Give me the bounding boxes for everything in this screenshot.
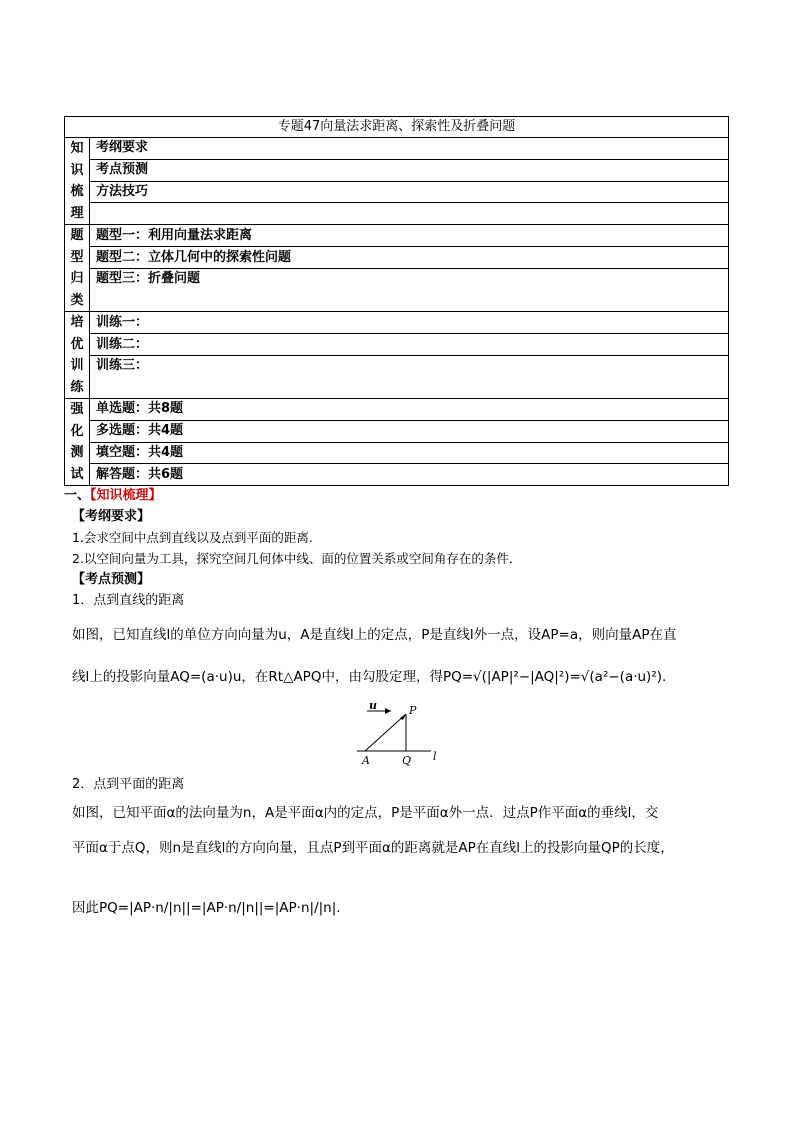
label-u: u xyxy=(369,700,377,712)
table-row: 填空题：共4题 xyxy=(90,442,729,464)
table-row: 训练一： xyxy=(90,312,729,334)
outline-table xyxy=(64,116,729,486)
table-row: 训练二： xyxy=(90,334,729,356)
section-label-knowledge: 知 识 梳 理 xyxy=(65,138,90,225)
table-row: 题型二：立体几何中的探索性问题 xyxy=(90,247,729,269)
table-row: 多选题：共4题 xyxy=(90,420,729,442)
subheading-prediction: 【考点预测】 xyxy=(72,572,151,587)
paragraph-line-distance-2: 线l上的投影向量AQ=(a·u)u，在Rt△APQ中，由勾股定理，得PQ=√(|AP|²−|AQ|²)=√(a²−(a·u)²). xyxy=(72,669,667,685)
paragraph-line-distance-1: 如图，已知直线l的单位方向向量为u，A是直线l上的定点，P是直线l外一点，设AP=a，则向量AP在直 xyxy=(72,627,677,643)
section-label-training: 培 优 训 练 xyxy=(65,312,90,399)
segment-AP xyxy=(365,714,406,751)
label-Q: Q xyxy=(402,754,412,767)
table-row: 考点预测 xyxy=(90,159,729,181)
table-row: 解答题：共6题 xyxy=(90,464,729,486)
label-A: A xyxy=(362,754,370,767)
table-row xyxy=(90,203,729,225)
table-title: 专题47向量法求距离、探索性及折叠问题 xyxy=(65,117,729,138)
label-P: P xyxy=(409,704,417,717)
item-point-to-plane: 2．点到平面的距离 xyxy=(72,777,185,792)
section-label-types: 题 型 归 类 xyxy=(65,225,90,312)
requirement-2: 2.以空间向量为工具，探究空间几何体中线、面的位置关系或空间角存在的条件． xyxy=(72,551,522,566)
paragraph-plane-distance-3: 因此PQ=|AP·n/|n||=|AP·n/|n||=|AP·n|/|n|. xyxy=(72,900,341,916)
point-line-figure xyxy=(355,700,445,770)
table-row: 训练三： xyxy=(90,356,729,399)
table-row: 单选题：共8题 xyxy=(90,399,729,421)
table-row: 题型一：利用向量法求距离 xyxy=(90,225,729,247)
item-point-to-line: 1．点到直线的距离 xyxy=(72,593,185,608)
paragraph-plane-distance-1: 如图，已知平面α的法向量为n，A是平面α内的定点，P是平面α外一点．过点P作平面α的垂线l，交 xyxy=(72,805,659,821)
label-l: l xyxy=(433,750,437,763)
subheading-requirements: 【考纲要求】 xyxy=(72,509,151,524)
paragraph-plane-distance-2: 平面α于点Q，则n是直线l的方向向量，且点P到平面α的距离就是AP在直线l上的投影向量QP的长度， xyxy=(72,840,674,856)
arrow-head-icon xyxy=(385,708,391,714)
requirement-1: 1.会求空间中点到直线以及点到平面的距离. xyxy=(72,530,313,545)
table-row: 考纲要求 xyxy=(90,138,729,160)
section-label-tests: 强 化 测 试 xyxy=(65,399,90,486)
heading-knowledge: 一、【知识梳理】 xyxy=(64,488,162,503)
table-row: 题型三：折叠问题 xyxy=(90,269,729,312)
table-row: 方法技巧 xyxy=(90,181,729,203)
